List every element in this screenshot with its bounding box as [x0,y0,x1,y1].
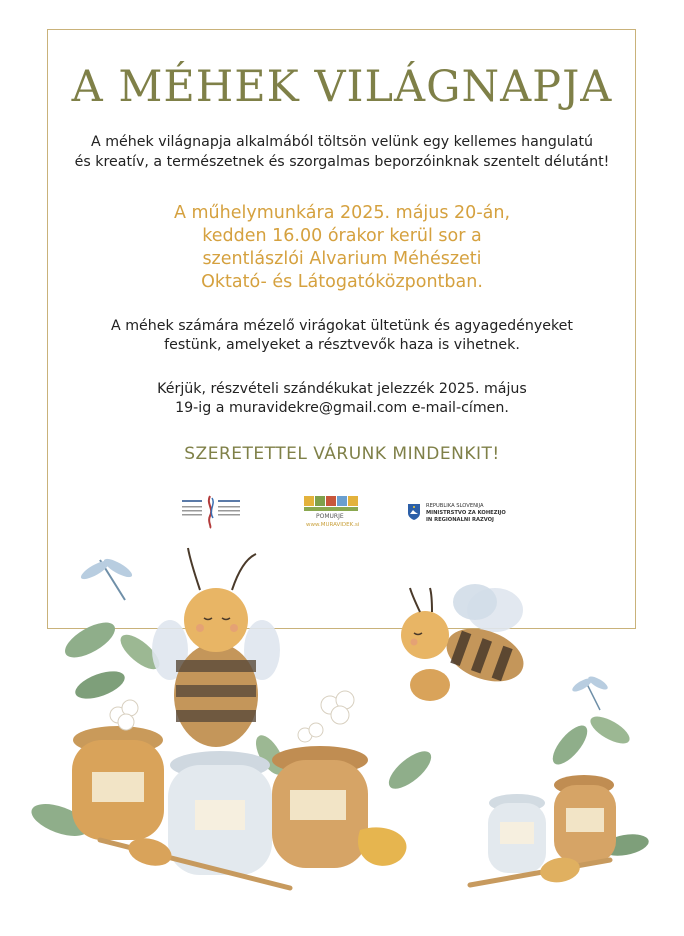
pomurje-label: POMURJE [316,513,344,520]
event-line-3: szentlászlói Alvarium Méhészeti [202,249,482,269]
event-details [60,202,624,294]
leaf-icon [383,745,437,795]
muravidek-label: www.MURAVIDEK.si [306,522,360,528]
leaf-icon [547,720,593,770]
registration-line-2: 19-ig a muravidekre@gmail.com e-mail-címen. [175,400,509,416]
ministry-line-3: IN REGIONALNI RAZVOJ [426,517,494,523]
activity-line-1: A méhek számára mézelő virágokat ültetünk és agyagedényeket [111,318,573,334]
intro-text [60,132,624,172]
leaf-icon [60,616,120,665]
alvarium-logo-mark [178,494,246,530]
slovenia-coat-of-arms-icon [406,502,422,522]
bees-honey-illustration [0,540,684,936]
leaf-icon [586,711,633,749]
registration-text [60,380,624,418]
activity-line-2: festünk, amelyeket a résztvevők haza is vihetnek. [164,337,520,353]
honey-jar-icon [488,794,546,873]
event-line-4: Oktató- és Látogatóközpontban. [201,272,483,292]
alvarium-logo [178,494,246,530]
dragonfly-icon [570,674,609,710]
honey-jar-icon [554,775,616,863]
dragonfly-icon [79,556,135,600]
intro-line-1: A méhek világnapja alkalmából töltsön velünk egy kellemes hangulatú [90,134,594,150]
poster-title: A MÉHEK VILÁGNAPJA [71,62,613,112]
ministry-logo [406,494,516,530]
bee-icon [401,584,531,701]
sponsor-logos [0,494,684,530]
ministry-line-2: MINISTRSTVO ZA KOHEZIJO [426,510,506,516]
closing-message: SZERETETTEL VÁRUNK MINDENKIT! [184,444,500,464]
activity-text [60,317,624,355]
ministry-line-1: REPUBLIKA SLOVENIJA [426,503,484,509]
honey-jar-icon [168,751,272,875]
muravidek-logo [300,494,364,530]
event-line-2: kedden 16.00 órakor kerül sor a [202,226,482,246]
honey-jar-icon [272,746,368,868]
registration-line-1: Kérjük, részvételi szándékukat jelezzék 2025. május [157,381,527,397]
honey-jar-icon [72,726,164,840]
bee-icon [152,548,280,747]
event-line-1: A műhelymunkára 2025. május 20-án, [173,203,511,223]
honey-drip-icon [358,827,406,866]
leaf-icon [72,666,128,704]
intro-line-2: és kreatív, a természetnek és szorgalmas beporzóinknak szentelt délutánt! [74,154,610,170]
